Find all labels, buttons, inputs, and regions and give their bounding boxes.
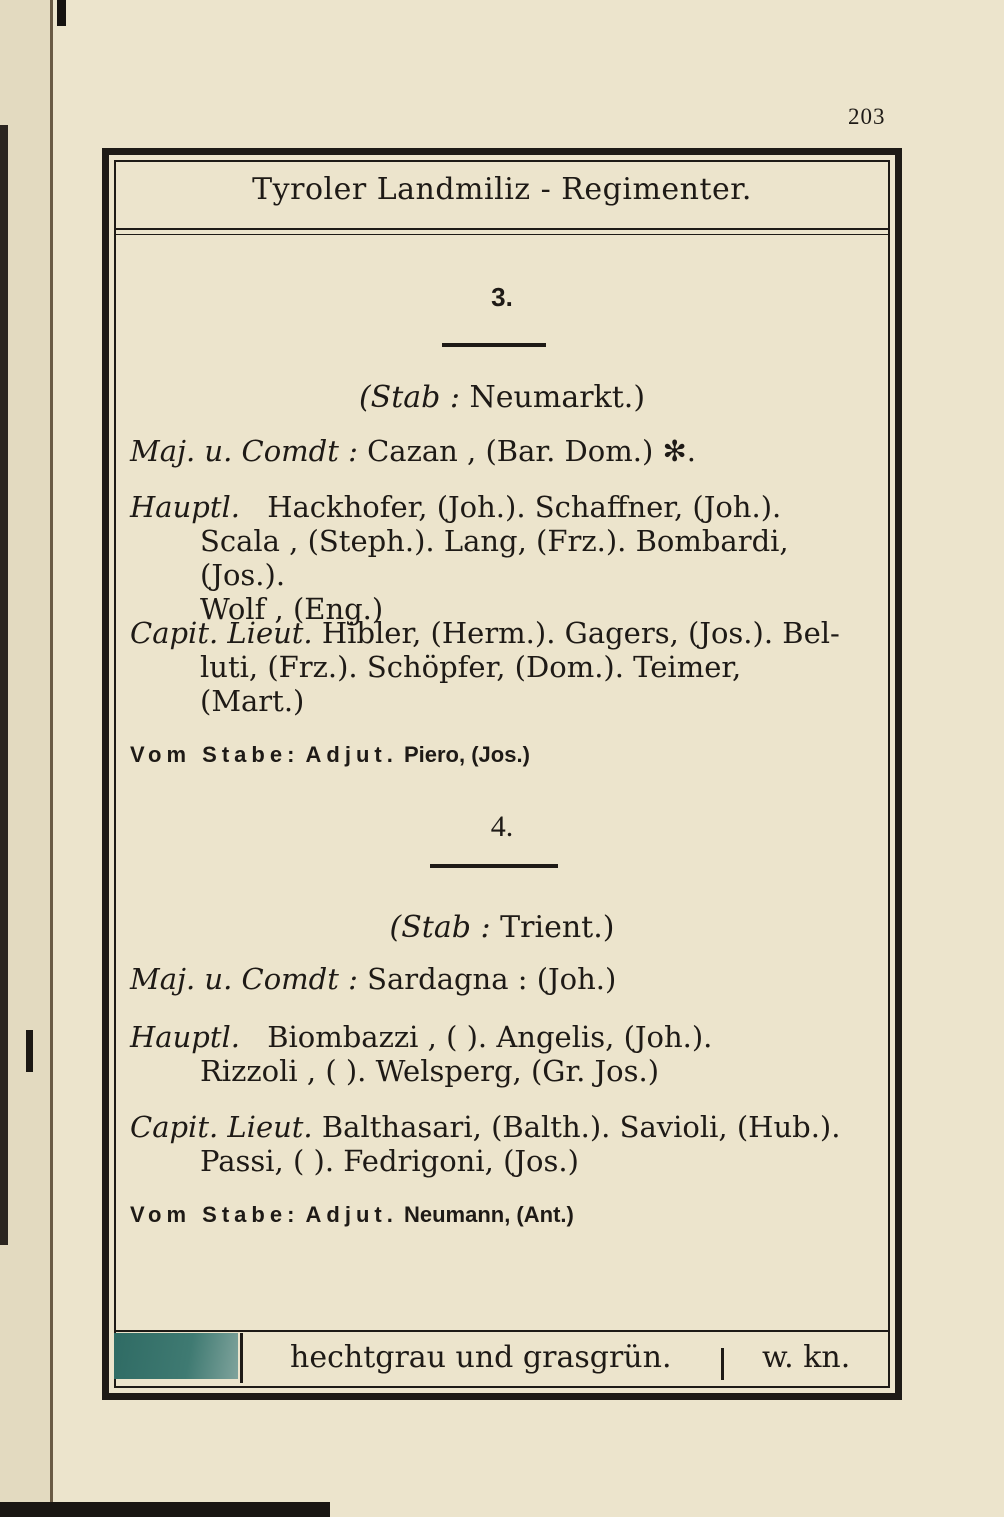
- binding-mark: [57, 0, 66, 26]
- staff-name: Neumann, (Ant.): [403, 1202, 574, 1227]
- rank-label: Hauptl.: [130, 1020, 240, 1054]
- captains-entry: [130, 1020, 878, 1088]
- commander-entry: [130, 434, 878, 468]
- commander-entry: [130, 962, 878, 996]
- officer-names: luti, (Frz.). Schöpfer, (Dom.). Teimer,: [200, 650, 742, 684]
- staff-place: Trient.): [500, 910, 615, 945]
- staff-label: (Stab :: [358, 380, 460, 415]
- captain-lieutenants-entry: [130, 1110, 878, 1178]
- officer-names: Wolf , (Eng.): [200, 592, 384, 626]
- staff-role: Adjut.: [305, 1202, 398, 1227]
- officer-names: (Mart.): [200, 684, 305, 718]
- officer-names: Balthasari, (Balth.). Savioli, (Hub.).: [321, 1110, 841, 1144]
- rank-label: Maj. u. Comdt :: [130, 434, 358, 468]
- ink-mark: [26, 1030, 33, 1072]
- officer-names: Biombazzi , ( ). Angelis, (Joh.).: [267, 1020, 713, 1054]
- uniform-color-swatch: [114, 1333, 238, 1379]
- rank-label: Maj. u. Comdt :: [130, 962, 358, 996]
- rank-label: Capit. Lieut.: [130, 1110, 313, 1144]
- officer-names: Cazan , (Bar. Dom.) ✻.: [367, 434, 696, 468]
- staff-name: Piero, (Jos.): [403, 742, 530, 767]
- page-title: Tyroler Landmiliz - Regimenter.: [252, 172, 752, 207]
- staff-entry: [130, 742, 530, 768]
- section-rule: [430, 864, 558, 868]
- staff-station: [114, 380, 890, 415]
- facing-page-shadow: [0, 125, 8, 1245]
- rank-label: Hauptl.: [130, 490, 240, 524]
- staff-place: Neumarkt.): [469, 380, 646, 415]
- officer-names: Hackhofer, (Joh.). Schaffner, (Joh.).: [267, 490, 782, 524]
- staff-prefix: Vom Stabe:: [130, 1202, 300, 1227]
- staff-station: [114, 910, 890, 945]
- regiment-number: 3.: [491, 282, 513, 312]
- footer-rule: [114, 1330, 890, 1332]
- captain-lieutenants-entry: [130, 616, 878, 718]
- staff-label: (Stab :: [389, 910, 491, 945]
- officer-names: Sardagna : (Joh.): [367, 962, 617, 996]
- footer-divider: [240, 1333, 243, 1383]
- officer-names: Hibler, (Herm.). Gagers, (Jos.). Bel-: [321, 616, 840, 650]
- staff-entry: [130, 1202, 574, 1228]
- scan-edge: [0, 1502, 330, 1517]
- uniform-colors: hechtgrau und grasgrün.: [290, 1340, 672, 1375]
- officer-names: Rizzoli , ( ). Welsperg, (Gr. Jos.): [200, 1054, 660, 1088]
- button-color: w. kn.: [762, 1340, 851, 1375]
- officer-names: Passi, ( ). Fedrigoni, (Jos.): [200, 1144, 579, 1178]
- staff-role: Adjut.: [305, 742, 398, 767]
- captains-entry: [130, 490, 878, 626]
- regiment-number: 4.: [490, 810, 514, 843]
- officer-names: Scala , (Steph.). Lang, (Frz.). Bombardi, (Jos.).: [200, 524, 789, 592]
- page-number: 203: [848, 104, 886, 129]
- footer-divider: [721, 1348, 724, 1380]
- header-rule-thin: [114, 234, 890, 235]
- section-rule: [442, 343, 546, 347]
- staff-prefix: Vom Stabe:: [130, 742, 300, 767]
- rank-label: Capit. Lieut.: [130, 616, 313, 650]
- header-rule: [114, 228, 890, 230]
